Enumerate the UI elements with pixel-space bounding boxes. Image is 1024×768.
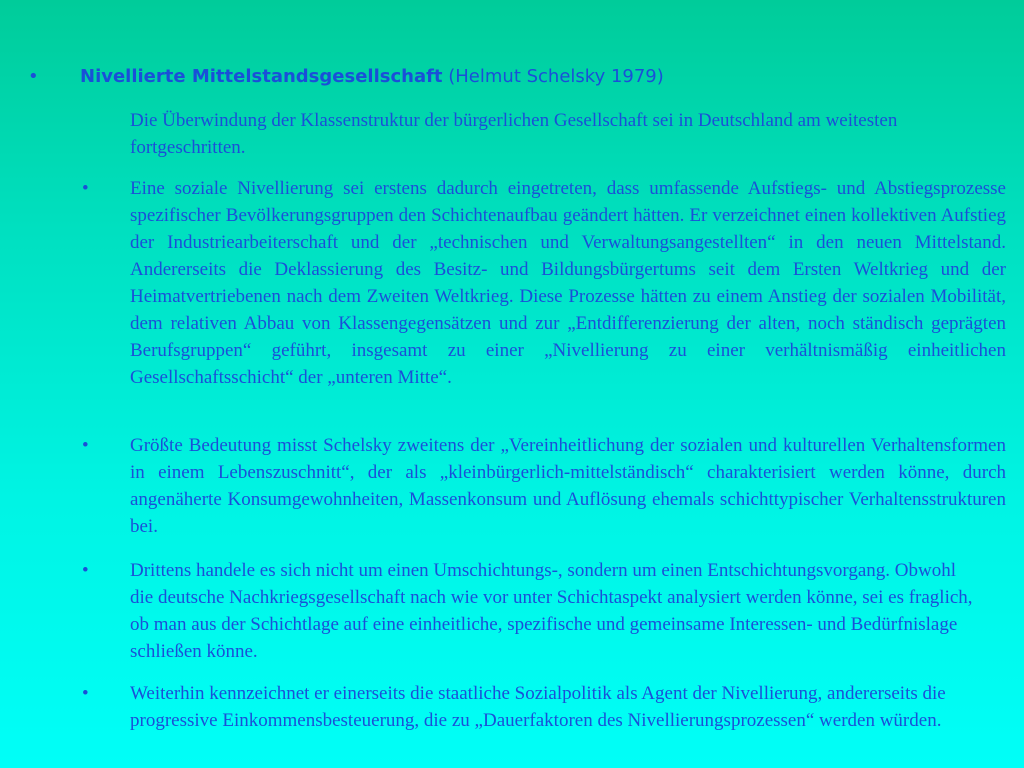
heading-bullet: • [28, 66, 39, 87]
bullet-paragraph-3: Drittens handele es sich nicht um einen Umschichtungs-, sondern um einen Entschichtungsvorgang. Obwohl die deutsche Nachkriegsgesellschaft nach wie vor unter Schichtaspekt analysiert werden könne, sei es fraglich, ob man aus der Schichtlage auf eine einheitliche, spezifische und gemeinsame Interessen- und Bedürfnislage schließen könne. [130, 560, 973, 662]
heading-title: Nivellierte Mittelstandsgesellschaft [80, 66, 443, 87]
heading-text [80, 66, 664, 87]
bullet-paragraph-4: Weiterhin kennzeichnet er einerseits die staatliche Sozialpolitik als Agent der Nivellierung, andererseits die progressive Einkommensbesteuerung, die zu „Dauerfaktoren des Nivellierungsprozessen“ werden würden. [130, 683, 946, 731]
bullet-paragraph-2: Größte Bedeutung misst Schelsky zweitens der „Vereinheitlichung der sozialen und kulturellen Verhaltensformen in einem Lebenszuschnitt“, der als „kleinbürgerlich-mittelständisch“ charakterisiert werden könne, durch angenäherte Konsumgewohnheiten, Massenkonsum und Auflösung ehemals schichttypischer Verhaltensstrukturen bei. [130, 435, 1006, 537]
slide-heading [28, 64, 988, 94]
heading-author: (Helmut Schelsky 1979) [442, 66, 664, 87]
bullet-marker-3: • [82, 560, 89, 581]
bullet-marker-2: • [82, 435, 89, 456]
intro-paragraph: Die Überwindung der Klassenstruktur der bürgerlichen Gesellschaft sei in Deutschland am weitesten fortgeschritten. [130, 110, 898, 158]
bullet-paragraph-1: Eine soziale Nivellierung sei erstens dadurch eingetreten, dass umfassende Aufstiegs- und Abstiegsprozesse spezifischer Bevölkerungsgruppen den Schichtenaufbau geändert hätten. Er verzeichnet einen kollektiven Aufstieg der Industriearbeiterschaft und der „technischen und Verwaltungsangestellten“ in den neuen Mittelstand. Andererseits die Deklassierung des Besitz- und Bildungsbürgertums seit dem Ersten Weltkrieg und der Heimatvertriebenen nach dem Zweiten Weltkrieg. Diese Prozesse hätten zu einem Anstieg der sozialen Mobilität, dem relativen Abbau von Klassengegensätzen und zur „Entdifferenzierung der alten, noch ständisch geprägten Berufsgruppen“ geführt, insgesamt zu einer „Nivellierung zu einer verhältnismäßig einheitlichen Gesellschaftsschicht“ der „unteren Mitte“. [130, 178, 1006, 388]
bullet-marker-4: • [82, 683, 89, 704]
bullet-marker-1: • [82, 178, 89, 199]
